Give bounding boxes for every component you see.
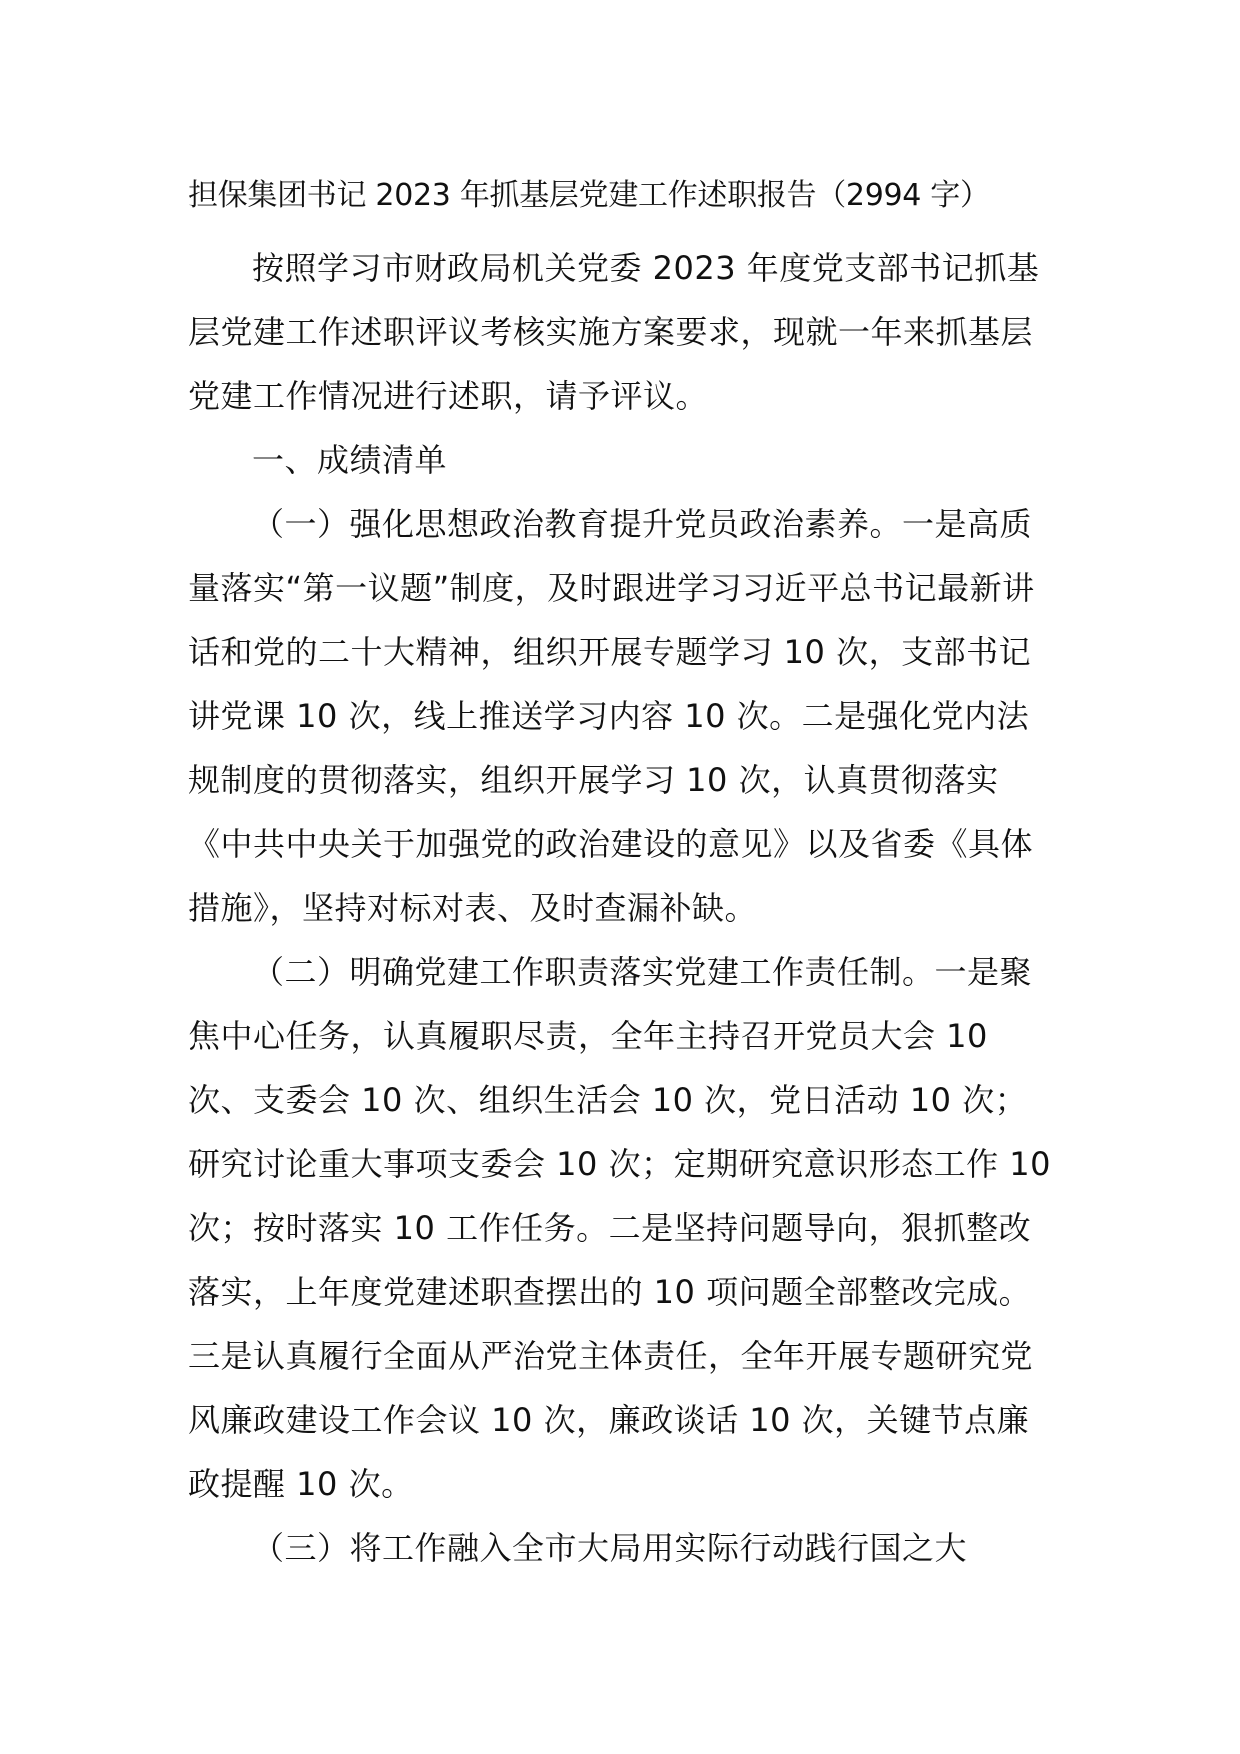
document-title: 担保集团书记 2023 年抓基层党建工作述职报告（2994 字） — [188, 178, 990, 213]
achievement-paragraph-1: （一）强化思想政治教育提升党员政治素养。一是高质量落实“第一议题”制度，及时跟进学习习近平总书记最新讲话和党的二十大精神，组织开展专题学习 10 次，支部书记讲党课 10 次，线上推送学习内容 10 次。二是强化党内法规制度的贯彻落实，组织开展学习 10 次，认真贯彻落实《中共中央关于加强党的政治建设的意见》以及省委《具体措施》，坚持对标对表、及时查漏补缺。 — [188, 505, 1035, 927]
achievement-paragraph-2: （二）明确党建工作职责落实党建工作责任制。一是聚焦中心任务，认真履职尽责，全年主持召开党员大会 10 次、支委会 10 次、组织生活会 10 次，党日活动 10 次；研究讨论重大事项支委会 10 次；定期研究意识形态工作 10 次；按时落实 10 工作任务。二是坚持问题导向，狠抓整改落实，上年度党建述职查摆出的 10 项问题全部整改完成。三是认真履行全面从严治党主体责任，全年开展专题研究党风廉政建设工作会议 10 次，廉政谈话 10 次，关键节点廉政提醒 10 次。 — [188, 953, 1051, 1503]
intro-paragraph: 按照学习市财政局机关党委 2023 年度党支部书记抓基层党建工作述职评议考核实施方案要求，现就一年来抓基层党建工作情况进行述职，请予评议。 — [188, 249, 1040, 415]
achievement-paragraph-3: （三）将工作融入全市大局用实际行动践行国之大 — [252, 1529, 968, 1567]
section-heading: 一、成绩清单 — [252, 441, 448, 479]
document-body — [188, 236, 1058, 1580]
